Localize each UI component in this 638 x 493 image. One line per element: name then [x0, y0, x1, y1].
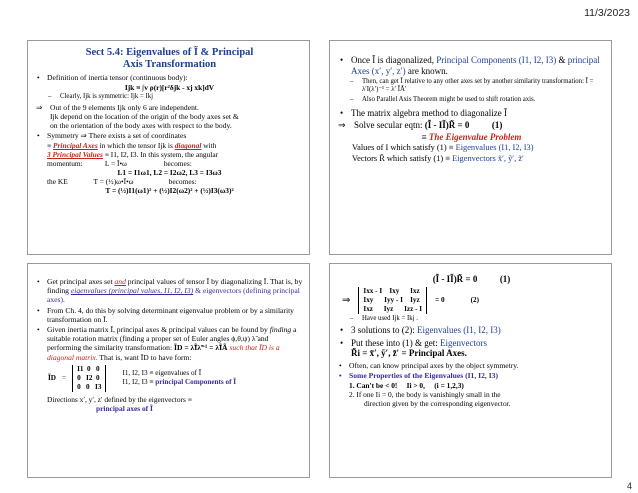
- implies-arrow-icon: ⇒: [36, 102, 43, 112]
- slide-3: [27, 263, 310, 478]
- bullet-properties: • Some Properties of the Eigenvalues (I1, I2, I3): [338, 371, 605, 380]
- slide-2: [329, 40, 612, 255]
- print-date: 11/3/2023: [584, 7, 630, 19]
- kinetic-energy-equation: T = (½)I1(ω1)² + (½)I2(ω2)² + (½)I3(ω3)²: [105, 186, 234, 196]
- principal-values-line: 3 Principal Values ≡ I1, I2, I3. In this system, the angular: [47, 150, 219, 160]
- bullet-object-symmetry: • Often, can know principal axes by the object symmetry.: [338, 361, 605, 370]
- parallel-axis-note: – Also Parallel Axis Theorem might be used to shift rotation axis.: [338, 96, 605, 104]
- symmetry-used-note: – Have used Ijk = Ikj .: [338, 315, 605, 323]
- bullet-eigenvectors: • Put these into (1) & get: Eigenvectors R̃i = x̃′, ỹ′, z̃′ = Principal Axes.: [338, 338, 605, 359]
- angular-momentum-equation: L1 = I1ω1, L2 = I2ω2, L3 = I3ω3: [117, 168, 222, 178]
- eigenvalue-problem-label: ≡ The Eigenvalue Problem: [421, 132, 522, 143]
- secular-equation: (Ĩ - IĨ)R̃ = 0 (1): [432, 274, 511, 284]
- bullet-diagonalized: • Once Ĩ is diagonalized, Principal Components (I1, I2, I3) & principal Axes (x′, y′, z′) are known.: [338, 55, 605, 76]
- secular-equation-line: ⇒ Solve secular eqtn: (Ĩ - IĨ)R̃ = 0 (1): [338, 120, 503, 131]
- title-line-1: Sect 5.4: Eigenvalues of Ĩ & Principal: [85, 47, 254, 58]
- kinetic-energy-line: the KE T = (½)ω•Ĩ•ω becomes:: [47, 177, 197, 187]
- bullet-symmetry: • Symmetry ⇒ There exists a set of coordinates: [36, 131, 303, 140]
- bullet-principal-axes: • Get principal axes set and principal values of tensor Ĩ by diagonalizing Ĩ. That is, by finding eigenvalues (principal values, I1, I2, I3) & eigenvectors (defining principal axes).: [36, 277, 303, 305]
- principal-axes-line: ≡ Principal Axes in which the tensor Ijk is diagonal with: [47, 141, 217, 151]
- implies-arrow-icon: ⇒: [342, 295, 351, 306]
- symmetry-note: – Clearly, Ijk is symmetric: Ijk = Ikj: [36, 93, 303, 101]
- inertia-tensor-equation: Ijk ≡ ∫v ρ(r)[r²δjk - xj xk]dV: [124, 83, 215, 93]
- directions-line: Directions x′, y′, z′ defined by the eigenvectors ≡: [47, 394, 192, 404]
- eigenvectors-definition: Vectors R̃ which satisfy (1) ≡ Eigenvectors x̃′, ỹ′, z̃′: [352, 153, 524, 163]
- determinant: Ixx - I Ixy Ixz Ixy Iyy - I Iyz Ixz Iyz Izz - I: [358, 287, 427, 314]
- bullet-three-solutions: • 3 solutions to (2): Eigenvalues (I1, I2, I3): [338, 325, 605, 336]
- slide-title: [36, 47, 303, 71]
- bullet-from-chapter-4: • From Ch. 4, do this by solving determinant eigenvalue problem or by a similarity transformation on Ĩ.: [36, 306, 303, 324]
- title-line-2: Axis Transformation: [122, 59, 217, 70]
- slide-1: [27, 40, 310, 255]
- slide-4: [329, 263, 612, 478]
- angular-momentum-line: momentum: L = Ĩ•ω becomes:: [47, 159, 192, 169]
- bullet-rotation-matrix: • Given inertia matrix Ĩ, principal axes & principal values can be found by finding a suitable rotation matrix (finding a proper set of Euler angles ϕ,θ,ψ) λ̃ and performing the similarity transformation: ĨD = λ̃Ĩλ̃⁻¹ = λ̃ĨÃ such that ĨD is a diagonal matrix. That is, want ĨD to have form:: [36, 325, 303, 362]
- property-1: 1. Can't be < 0! Ii > 0, (i = 1,2,3): [349, 381, 464, 391]
- property-2: 2. If one Ii = 0, the body is vanishingly small in the: [349, 390, 501, 400]
- property-2-continued: direction given by the corresponding eigenvector.: [364, 399, 511, 409]
- diagonal-matrix: I1 0 0 0 I2 0 0 0 I3: [72, 365, 106, 392]
- determinant-block: ⇒ Ixx - I Ixy Ixz Ixy Iyy - I Iyz Ixz Iyz Izz - I = 0 (2): [342, 287, 479, 313]
- bullet-matrix-method: • The matrix algebra method to diagonalize Ĩ: [338, 108, 605, 119]
- principal-axes-label: principal axes of Ĩ: [96, 403, 153, 413]
- independence-note: ⇒ Out of the 9 elements Ijk only 6 are independent. Ijk depend on the location of the origin of the body axes set & on the orientation of the body axes with respect to the body.: [36, 102, 239, 130]
- bullet-definition: • Definition of inertia tensor (continuous body):: [36, 73, 303, 82]
- diagonal-matrix-block: ĨD = I1 0 0 0 I2 0 0 0 I3 I1, I2, I3 ≡ eigenvalues of Ĩ I1, I2, I3 ≡ principal Components of Ĩ: [48, 364, 237, 391]
- eigenvalues-definition: Values of I which satisfy (1) ≡ Eigenvalues (I1, I2, I3): [352, 143, 534, 153]
- similarity-transformation-note: – Then, can get Ĩ relative to any other axes set by another similarity transformation: Ĩ = λ′I(λ′)⁻¹ = λ′ ĨÃ′: [338, 78, 605, 95]
- implies-arrow-icon: ⇒: [338, 120, 346, 131]
- page-number: 4: [626, 481, 632, 491]
